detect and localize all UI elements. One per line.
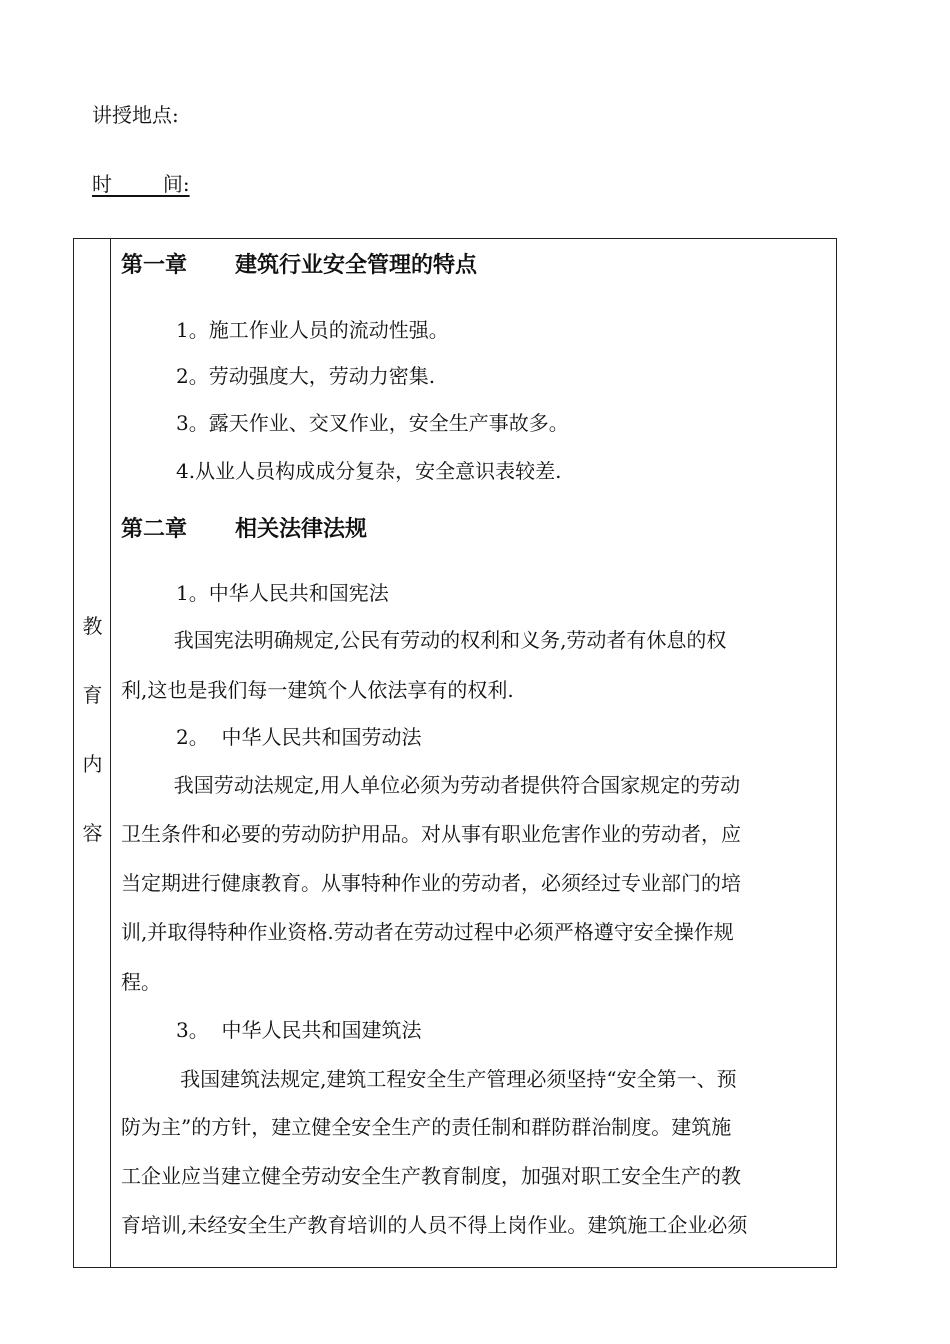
list-item: 4.从业人员构成成分复杂，安全意识表较差.	[176, 459, 562, 483]
paragraph-line: 育培训,未经安全生产教育培训的人员不得上岗作业。建筑施工企业必须	[121, 1213, 748, 1237]
side-label-char: 教	[82, 614, 103, 638]
law-heading: 1。中华人民共和国宪法	[176, 581, 389, 605]
paragraph-line: 我国劳动法规定,用人单位必须为劳动者提供符合国家规定的劳动	[161, 773, 741, 797]
paragraph-line: 程。	[121, 970, 161, 994]
side-label-char: 育	[82, 683, 103, 707]
paragraph-line: 训,并取得特种作业资格.劳动者在劳动过程中必须严格遵守安全操作规	[121, 920, 734, 944]
law-heading: 3。 中华人民共和国建筑法	[176, 1018, 422, 1042]
list-item: 1。施工作业人员的流动性强。	[176, 318, 449, 342]
list-item: 3。露天作业、交叉作业，安全生产事故多。	[176, 411, 569, 435]
lecture-location-label: 讲授地点:	[92, 103, 179, 127]
lecture-time-label: 时 间:	[92, 172, 190, 196]
paragraph-line: 当定期进行健康教育。从事特种作业的劳动者，必须经过专业部门的培	[121, 871, 741, 895]
chapter-number: 第二章	[121, 517, 188, 542]
chapter-title: 相关法律法规	[235, 517, 368, 542]
education-content-table	[73, 238, 837, 1268]
paragraph-line: 我国宪法明确规定,公民有劳动的权利和义务,劳动者有休息的权	[161, 628, 727, 652]
chapter-number: 第一章	[121, 253, 188, 278]
chapter-title: 建筑行业安全管理的特点	[235, 253, 478, 278]
side-label-char: 容	[82, 821, 103, 845]
chapter-2-heading	[121, 517, 367, 543]
side-label-column	[74, 239, 111, 1267]
paragraph-line: 我国建筑法规定,建筑工程安全生产管理必须坚持“安全第一、预	[161, 1067, 737, 1091]
side-label-char: 内	[82, 752, 103, 776]
content-cell	[111, 239, 836, 1267]
paragraph-line: 防为主”的方针，建立健全安全生产的责任制和群防群治制度。建筑施	[121, 1115, 732, 1139]
law-heading: 2。 中华人民共和国劳动法	[176, 725, 422, 749]
chapter-1-heading	[121, 253, 477, 279]
paragraph-line: 利,这也是我们每一建筑个人依法享有的权利.	[121, 678, 514, 702]
paragraph-line: 卫生条件和必要的劳动防护用品。对从事有职业危害作业的劳动者，应	[121, 822, 741, 846]
paragraph-line: 工企业应当建立健全劳动安全生产教育制度，加强对职工安全生产的教	[121, 1164, 741, 1188]
list-item: 2。劳动强度大，劳动力密集.	[176, 364, 436, 388]
